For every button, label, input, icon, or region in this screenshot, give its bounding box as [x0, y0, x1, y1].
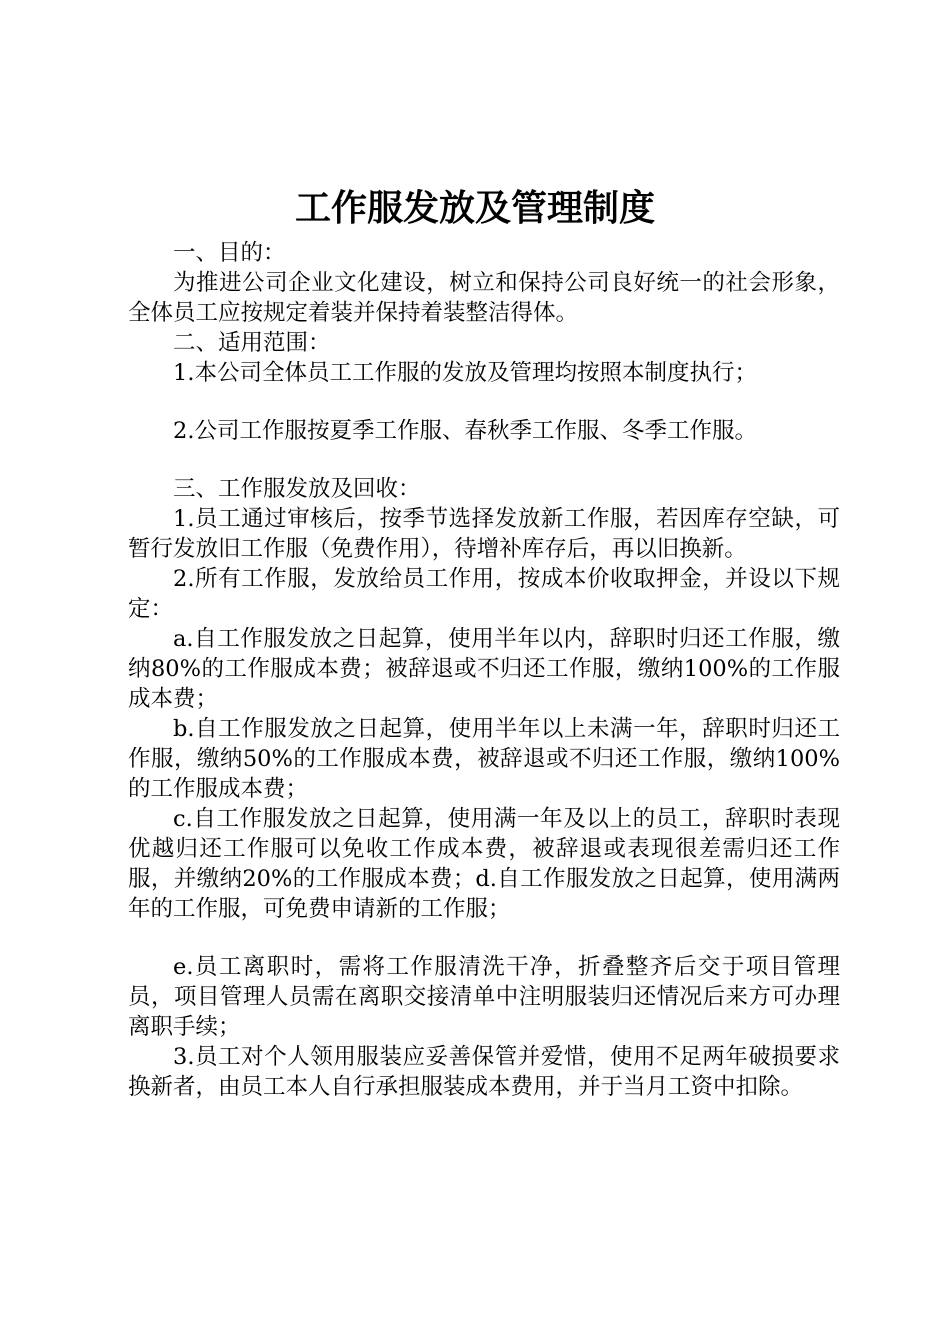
- paragraph-rule-b: b.自工作服发放之日起算，使用半年以上未满一年，辞职时归还工作服，缴纳50%的工作服成本费，被辞退或不归还工作服，缴纳100%的工作服成本费；: [128, 716, 840, 802]
- document-title: 工作服发放及管理制度: [294, 187, 655, 229]
- paragraph-scope-1: 1.本公司全体员工工作服的发放及管理均按照本制度执行；: [173, 360, 757, 386]
- paragraph-rule-e: e.员工离职时，需将工作服清洗干净，折叠整齐后交于项目管理员，项目管理人员需在离职交接清单中注明服装归还情况后来方可办理离职手续；: [128, 954, 840, 1040]
- paragraph-issue-3: 3.员工对个人领用服装应妥善保管并爱惜，使用不足两年破损要求换新者，由员工本人自行承担服装成本费用，并于当月工资中扣除。: [128, 1044, 840, 1100]
- paragraph-issue-1: 1.员工通过审核后，按季节选择发放新工作服，若因库存空缺，可暂行发放旧工作服（免费作用），待增补库存后，再以旧换新。: [128, 506, 840, 562]
- paragraph-spacer: [128, 924, 840, 952]
- paragraph-spacer: [128, 388, 840, 416]
- section-heading-purpose: 一、目的：: [173, 240, 286, 266]
- document-body: [128, 238, 840, 1102]
- paragraph-rule-c-d: c.自工作服发放之日起算，使用满一年及以上的员工，辞职时表现优越归还工作服可以免收工作成本费，被辞退或表现很差需归还工作服，并缴纳20%的工作服成本费；d.自工作服发放之日起算，使用满两年的工作服，可免费申请新的工作服；: [128, 806, 840, 922]
- paragraph-purpose: 为推进公司企业文化建设，树立和保持公司良好统一的社会形象，全体员工应按规定着装并保持着装整洁得体。: [128, 270, 840, 326]
- paragraph-issue-2: 2.所有工作服，发放给员工作用，按成本价收取押金，并设以下规定：: [128, 566, 840, 622]
- paragraph-rule-a: a.自工作服发放之日起算，使用半年以内，辞职时归还工作服，缴纳80%的工作服成本费；被辞退或不归还工作服，缴纳100%的工作服成本费；: [128, 626, 840, 712]
- section-heading-issue: 三、工作服发放及回收：: [173, 476, 421, 502]
- section-heading-scope: 二、适用范围：: [173, 330, 331, 356]
- paragraph-spacer: [128, 446, 840, 474]
- paragraph-scope-2: 2.公司工作服按夏季工作服、春秋季工作服、冬季工作服。: [173, 418, 757, 444]
